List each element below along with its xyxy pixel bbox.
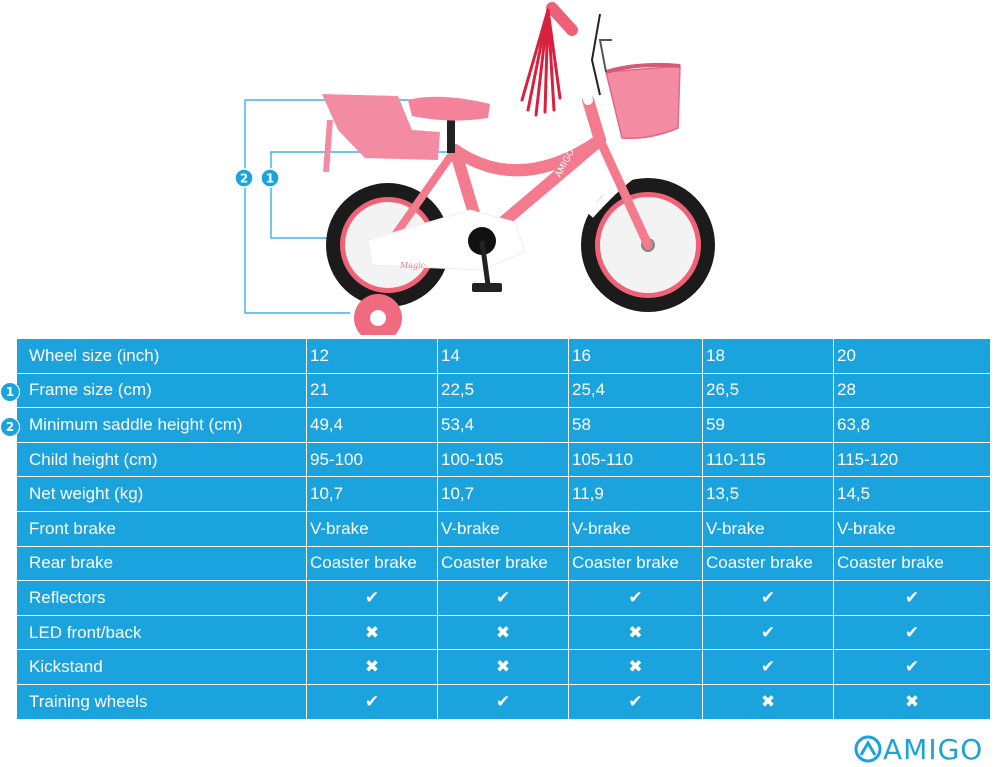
spec-value: V-brake xyxy=(703,511,834,546)
spec-row xyxy=(17,442,991,477)
check-icon: ✔ xyxy=(834,615,991,650)
cross-icon: ✖ xyxy=(703,684,834,719)
spec-value: 105-110 xyxy=(569,442,703,477)
spec-value: 53,4 xyxy=(438,408,569,443)
spec-row xyxy=(17,373,991,408)
spec-value: 20 xyxy=(834,339,991,374)
check-icon: ✔ xyxy=(834,650,991,685)
spec-value: Coaster brake xyxy=(703,546,834,581)
check-icon: ✔ xyxy=(703,650,834,685)
spec-table xyxy=(16,338,991,720)
spec-row-label: Rear brake xyxy=(17,546,307,581)
check-icon: ✔ xyxy=(438,581,569,616)
spec-value: 12 xyxy=(307,339,438,374)
tassels xyxy=(522,10,560,115)
check-icon: ✔ xyxy=(438,684,569,719)
spec-row xyxy=(17,408,991,443)
spec-row-label: Reflectors xyxy=(17,581,307,616)
check-icon: ✔ xyxy=(703,581,834,616)
spec-value: 58 xyxy=(569,408,703,443)
chainguard-label: Magic xyxy=(400,261,426,270)
row-marker-2: 2 xyxy=(0,417,20,437)
cross-icon: ✖ xyxy=(438,615,569,650)
spec-value: 95-100 xyxy=(307,442,438,477)
spec-row-label: Minimum saddle height (cm) xyxy=(17,408,307,443)
cross-icon: ✖ xyxy=(834,684,991,719)
spec-value: V-brake xyxy=(438,511,569,546)
cross-icon: ✖ xyxy=(307,615,438,650)
spec-value: 10,7 xyxy=(438,477,569,512)
spec-value: V-brake xyxy=(307,511,438,546)
spec-row-label: Frame size (cm) xyxy=(17,373,307,408)
frame-brand-label: AMIGO xyxy=(553,147,578,180)
spec-value: 49,4 xyxy=(307,408,438,443)
check-icon: ✔ xyxy=(703,615,834,650)
spec-row-label: LED front/back xyxy=(17,615,307,650)
spec-value: 100-105 xyxy=(438,442,569,477)
spec-value: 13,5 xyxy=(703,477,834,512)
row-marker-1: 1 xyxy=(0,382,20,402)
saddle xyxy=(408,97,490,121)
bike-diagram xyxy=(0,0,1000,335)
logo-text: AMIGO xyxy=(883,732,984,766)
cross-icon: ✖ xyxy=(569,650,703,685)
cross-icon: ✖ xyxy=(569,615,703,650)
check-icon: ✔ xyxy=(307,581,438,616)
spec-value: 59 xyxy=(703,408,834,443)
spec-value: Coaster brake xyxy=(834,546,991,581)
cross-icon: ✖ xyxy=(438,650,569,685)
spec-value: 110-115 xyxy=(703,442,834,477)
spec-row-label: Net weight (kg) xyxy=(17,477,307,512)
amigo-logo xyxy=(853,733,983,765)
amigo-logo-icon xyxy=(853,734,883,764)
spec-value: 21 xyxy=(307,373,438,408)
pedal xyxy=(472,283,502,292)
marker-1-label: 1 xyxy=(265,171,275,186)
seat-post xyxy=(447,118,455,153)
spec-value: 25,4 xyxy=(569,373,703,408)
spec-row xyxy=(17,581,991,616)
spec-row xyxy=(17,339,991,374)
check-icon: ✔ xyxy=(569,581,703,616)
spec-value: V-brake xyxy=(834,511,991,546)
spec-row-label: Front brake xyxy=(17,511,307,546)
spec-row xyxy=(17,477,991,512)
spec-value: Coaster brake xyxy=(569,546,703,581)
spec-row xyxy=(17,546,991,581)
spec-row-label: Child height (cm) xyxy=(17,442,307,477)
check-icon: ✔ xyxy=(307,684,438,719)
front-basket xyxy=(600,40,680,138)
spec-value: 14,5 xyxy=(834,477,991,512)
spec-row xyxy=(17,684,991,719)
dimension-markers xyxy=(235,169,279,187)
check-icon: ✔ xyxy=(569,684,703,719)
marker-2-label: 2 xyxy=(239,171,249,186)
cross-icon: ✖ xyxy=(307,650,438,685)
check-icon: ✔ xyxy=(834,581,991,616)
spec-value: Coaster brake xyxy=(438,546,569,581)
spec-value: 28 xyxy=(834,373,991,408)
spec-value: 22,5 xyxy=(438,373,569,408)
spec-value: 10,7 xyxy=(307,477,438,512)
spec-value: 11,9 xyxy=(569,477,703,512)
spec-value: 16 xyxy=(569,339,703,374)
spec-row xyxy=(17,650,991,685)
spec-value: 63,8 xyxy=(834,408,991,443)
spec-value: V-brake xyxy=(569,511,703,546)
spec-row xyxy=(17,615,991,650)
spec-value: 14 xyxy=(438,339,569,374)
spec-row-label: Wheel size (inch) xyxy=(17,339,307,374)
spec-value: 26,5 xyxy=(703,373,834,408)
spec-value: 18 xyxy=(703,339,834,374)
spec-row-label: Kickstand xyxy=(17,650,307,685)
spec-value: 115-120 xyxy=(834,442,991,477)
spec-value: Coaster brake xyxy=(307,546,438,581)
spec-row-label: Training wheels xyxy=(17,684,307,719)
spec-row xyxy=(17,511,991,546)
